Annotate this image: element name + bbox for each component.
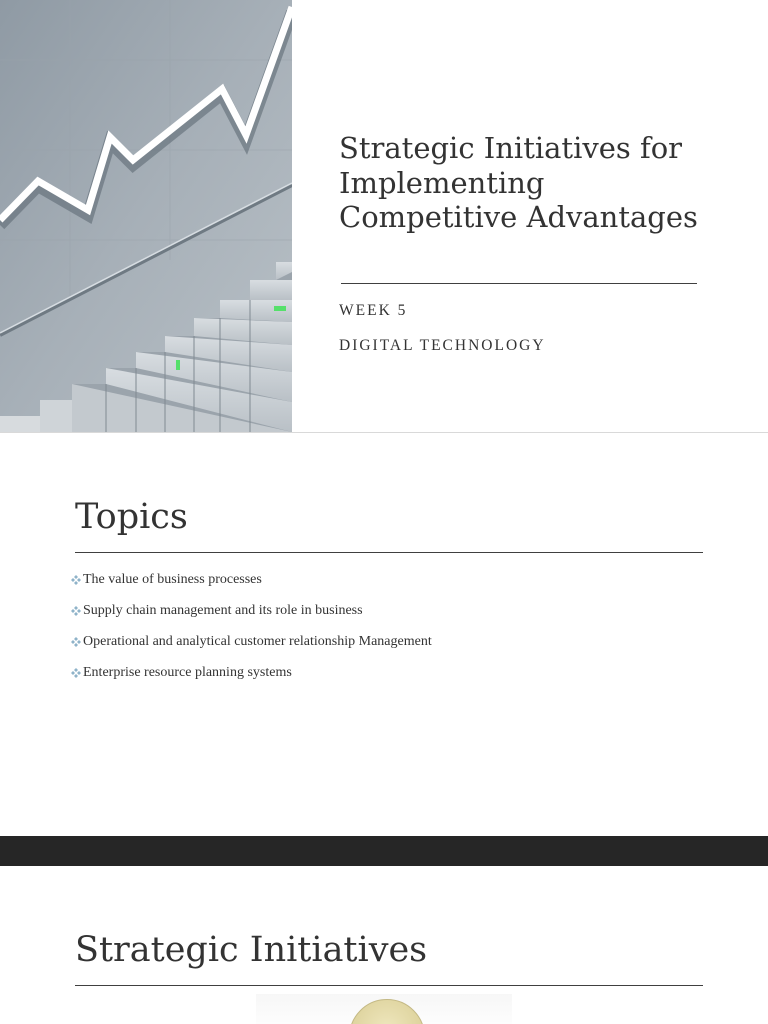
topics-slide [0, 433, 768, 836]
topic-text: The value of business processes [83, 572, 262, 587]
presentation-title: Strategic Initiatives for Implementing Competitive Advantages [339, 131, 698, 234]
topics-list [70, 572, 432, 696]
list-item [70, 572, 432, 603]
list-item [70, 665, 432, 696]
list-item [70, 603, 432, 634]
course-label: DIGITAL TECHNOLOGY [339, 337, 546, 354]
week-label: WEEK 5 [339, 302, 408, 319]
strategic-initiatives-divider [75, 985, 703, 986]
diamond-bullet-icon [70, 667, 82, 679]
topics-divider [75, 552, 703, 553]
slide-gap-bar [0, 836, 768, 866]
strategic-initiatives-slide [0, 866, 768, 1024]
diamond-bullet-icon [70, 636, 82, 648]
stairs-graph-photo [0, 0, 292, 432]
title-divider [341, 283, 697, 284]
diamond-bullet-icon [70, 605, 82, 617]
title-slide [0, 0, 768, 432]
topic-text: Operational and analytical customer relationship Management [83, 634, 432, 649]
list-item [70, 634, 432, 665]
diamond-bullet-icon [70, 574, 82, 586]
topics-heading: Topics [75, 497, 188, 537]
topic-text: Enterprise resource planning systems [83, 665, 292, 680]
strategic-initiatives-heading: Strategic Initiatives [75, 930, 428, 970]
topic-text: Supply chain management and its role in business [83, 603, 363, 618]
